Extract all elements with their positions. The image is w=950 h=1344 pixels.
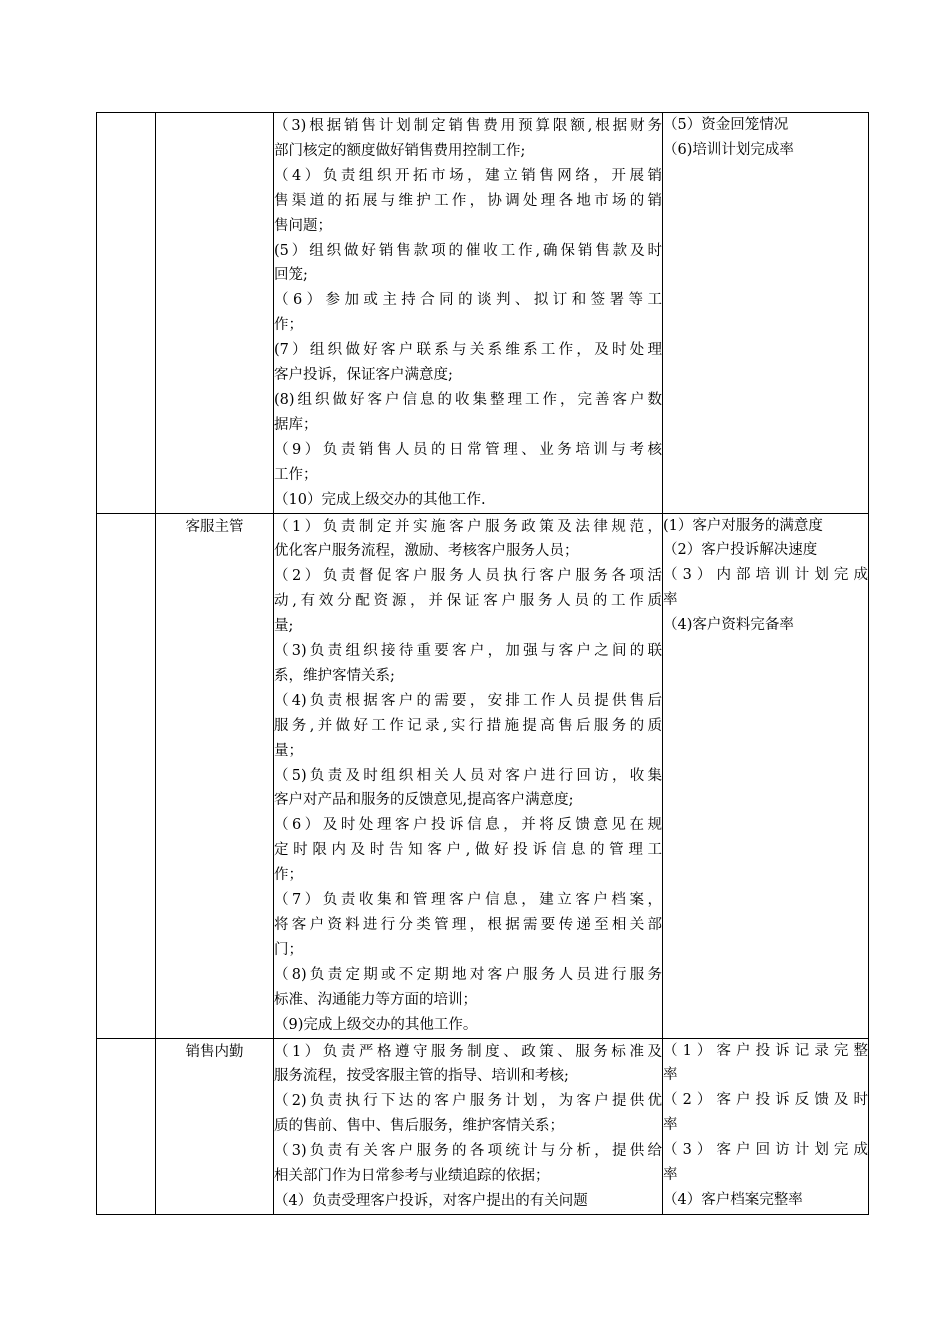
duty-line: 将客户资料进行分类管理，根据需要传递至相关部 [274, 917, 662, 933]
responsibility-table [96, 112, 869, 1215]
duty-line: 作； [274, 867, 303, 884]
duty-line: （6）及时处理客户投诉信息，并将反馈意见在规 [274, 817, 662, 834]
duty-line: （8)负责定期或不定期地对客户服务人员进行服务 [274, 966, 662, 983]
duties-cell [274, 513, 663, 1038]
duty-line: (8)组织做好客户信息的收集整理工作，完善客户数 [274, 391, 662, 408]
kpi-cell [663, 513, 869, 1038]
empty-cell [97, 1038, 156, 1214]
duty-line: 工作； [274, 466, 318, 483]
kpi-line: 率 [663, 1117, 678, 1134]
duty-line: （4)负责根据客户的需要，安排工作人员提供售后 [274, 692, 662, 709]
duty-line: 动,有效分配资源，并保证客户服务人员的工作质 [274, 593, 662, 610]
duty-line: 优化客户服务流程，激励、考核客户服务人员； [274, 543, 579, 560]
duty-line: （3)根据销售计划制定销售费用预算限额,根据财务 [274, 118, 662, 134]
role-name: 客服主管 [185, 518, 244, 535]
duty-line: 服务流程，按受客服主管的指导、培训和考核; [274, 1068, 569, 1085]
duty-line: （5)负责及时组织相关人员对客户进行回访，收集 [274, 767, 662, 784]
duty-line: 系，维护客情关系; [274, 667, 395, 684]
kpi-line: 率 [663, 1067, 678, 1084]
table-row [97, 513, 869, 1038]
duty-line: （2）负责督促客户服务人员执行客户服务各项活 [274, 568, 662, 585]
kpi-cell [663, 113, 869, 514]
kpi-line: 率 [663, 1167, 678, 1184]
kpi-line: (1）客户对服务的满意度 [663, 517, 823, 534]
duty-line: 回笼; [274, 267, 308, 284]
duty-line: (7）组织做好客户联系与关系维系工作，及时处理 [274, 342, 662, 359]
duty-line: 门； [274, 941, 303, 958]
table-body [97, 113, 869, 1215]
duty-line: 客户投诉，保证客户满意度; [274, 367, 453, 384]
table-row [97, 1038, 869, 1214]
role-cell [156, 113, 274, 514]
kpi-line: （2）客户投诉解决速度 [663, 542, 818, 559]
duty-line: （4）负责组织开拓市场，建立销售网络，开展销 [274, 167, 662, 184]
duty-line: （1）负责制定并实施客户服务政策及法律规范， [274, 518, 662, 535]
role-name [156, 113, 273, 114]
duty-line: （7）负责收集和管理客户信息，建立客户档案， [274, 892, 662, 909]
duty-line: 服务,并做好工作记录,实行措施提高售后服务的质 [274, 717, 662, 734]
role-cell [156, 513, 274, 1038]
duty-line: 标准、沟通能力等方面的培训； [274, 991, 477, 1008]
duty-line: （4）负责受理客户投诉，对客户提出的有关问题 [274, 1192, 588, 1209]
duty-line: 相关部门作为日常参考与业绩追踪的依据； [274, 1168, 550, 1185]
duty-line: 量； [274, 742, 303, 759]
duty-line: 据库； [274, 416, 318, 433]
kpi-line: （3）内部培训计划完成 [663, 567, 868, 584]
kpi-line: （6)培训计划完成率 [663, 141, 794, 158]
duty-line: （1）负责严格遵守服务制度、政策、服务标准及 [274, 1043, 662, 1060]
empty-cell [97, 113, 156, 514]
empty-cell [97, 513, 156, 1038]
duty-line: （10）完成上级交办的其他工作. [274, 491, 486, 508]
kpi-line: （3）客户回访计划完成 [663, 1142, 868, 1159]
duty-line: 售问题； [274, 217, 332, 234]
kpi-line: （4)客户资料完备率 [663, 617, 794, 634]
duty-line: 售渠道的拓展与维护工作，协调处理各地市场的销 [274, 192, 662, 209]
duty-line: （9）负责销售人员的日常管理、业务培训与考核 [274, 441, 662, 458]
duties-cell [274, 1038, 663, 1214]
duty-line: 质的售前、售中、售后服务，维护客情关系； [274, 1118, 564, 1135]
duty-line: （9)完成上级交办的其他工作。 [274, 1016, 478, 1033]
kpi-cell [663, 1038, 869, 1214]
duty-line: （3)负责组织接待重要客户，加强与客户之间的联 [274, 643, 662, 660]
duty-line: （3)负责有关客户服务的各项统计与分析，提供给 [274, 1143, 662, 1160]
role-name: 销售内勤 [185, 1043, 244, 1060]
duty-line: 部门核定的额度做好销售费用控制工作; [274, 142, 526, 159]
kpi-line: 率 [663, 592, 678, 609]
duty-line: 客户对产品和服务的反馈意见,提高客户满意度; [274, 792, 574, 809]
kpi-line: （2）客户投诉反馈及时 [663, 1092, 868, 1109]
duty-line: 作； [274, 317, 303, 334]
duty-line: （6）参加或主持合同的谈判、拟订和签署等工 [274, 292, 662, 309]
duty-line: 量; [274, 618, 294, 635]
kpi-line: （5）资金回笼情况 [663, 117, 789, 133]
duties-cell [274, 113, 663, 514]
duty-line: 定时限内及时告知客户,做好投诉信息的管理工 [274, 842, 662, 859]
kpi-line: （1）客户投诉记录完整 [663, 1042, 868, 1059]
kpi-line: （4）客户档案完整率 [663, 1191, 803, 1208]
duty-line: (5）组织做好销售款项的催收工作,确保销售款及时 [274, 242, 662, 259]
duty-line: （2)负责执行下达的客户服务计划，为客户提供优 [274, 1093, 662, 1110]
table-row [97, 113, 869, 514]
role-cell [156, 1038, 274, 1214]
